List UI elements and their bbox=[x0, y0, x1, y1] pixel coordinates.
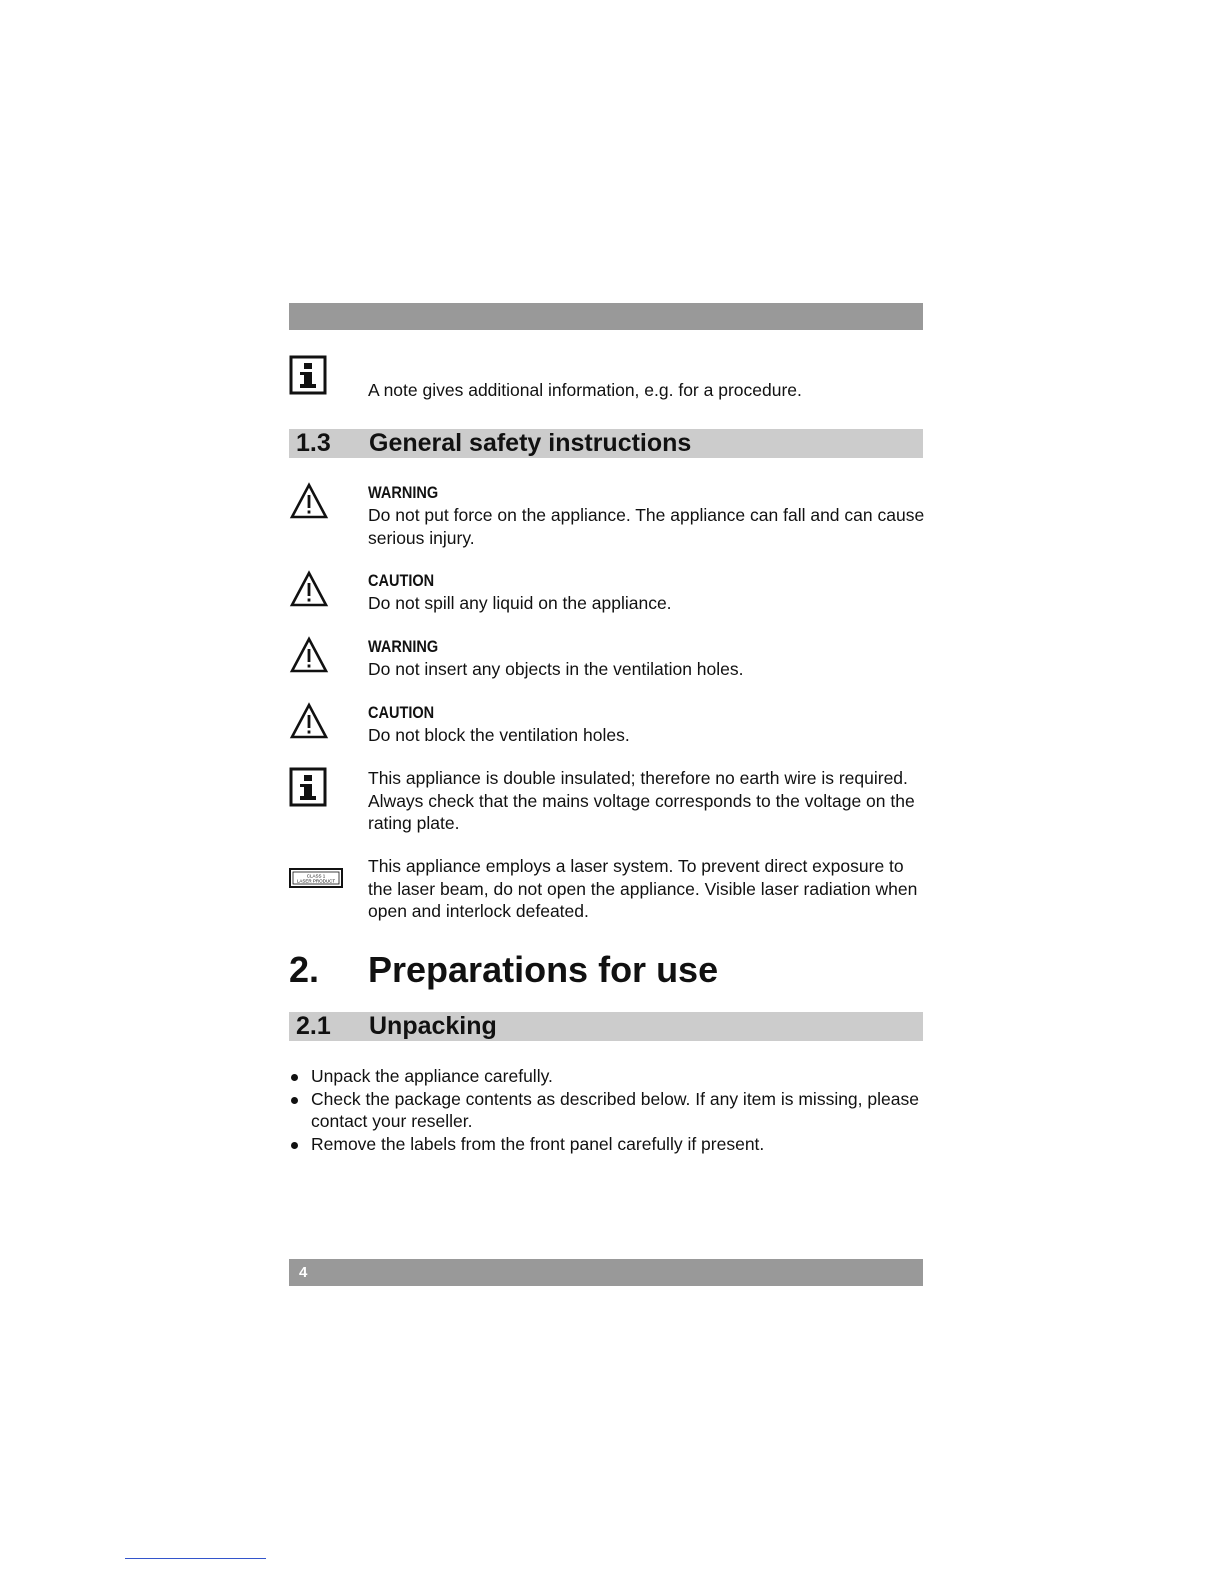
footer-bar bbox=[289, 1259, 923, 1286]
laser-class-badge-icon bbox=[289, 868, 343, 888]
laser-note-text: This appliance employs a laser system. To prevent direct exposure to the laser beam, do not open the appliance. Visible laser radiation when open and interlock defeated. bbox=[368, 856, 918, 921]
section-number: 2.1 bbox=[296, 1012, 331, 1040]
section-heading-1-3 bbox=[289, 429, 923, 458]
badge-line-2: LASER PRODUCT bbox=[296, 878, 336, 884]
warning-icon bbox=[289, 570, 329, 608]
safety-label: WARNING bbox=[368, 484, 439, 502]
section-title: General safety instructions bbox=[369, 429, 692, 457]
section-title: Unpacking bbox=[369, 1012, 497, 1040]
list-item: Check the package contents as described below. If any item is missing, please contact your reseller. bbox=[289, 1088, 923, 1133]
info-icon bbox=[289, 355, 327, 395]
unpacking-steps-list bbox=[289, 1065, 923, 1155]
chapter-number: 2. bbox=[289, 949, 320, 990]
header-bar bbox=[289, 303, 923, 330]
section-number: 1.3 bbox=[296, 429, 331, 457]
warning-icon bbox=[289, 702, 329, 740]
badge-line-1: CLASS 1 bbox=[306, 873, 326, 879]
safety-label: WARNING bbox=[368, 638, 439, 656]
warning-icon bbox=[289, 636, 329, 674]
list-item: Remove the labels from the front panel carefully if present. bbox=[289, 1133, 923, 1156]
page-number: 4 bbox=[299, 1264, 308, 1281]
safety-label: CAUTION bbox=[368, 572, 435, 590]
chapter-title: Preparations for use bbox=[368, 949, 719, 990]
safety-label: CAUTION bbox=[368, 704, 435, 722]
safety-text: Do not put force on the appliance. The appliance can fall and can cause serious injury. bbox=[368, 505, 925, 548]
note-text: A note gives additional information, e.g. for a procedure. bbox=[368, 380, 802, 400]
safety-text: Do not spill any liquid on the appliance. bbox=[368, 593, 672, 613]
warning-icon bbox=[289, 482, 329, 520]
safety-text: Do not insert any objects in the ventilation holes. bbox=[368, 659, 744, 679]
insulation-note-text: This appliance is double insulated; therefore no earth wire is required. Always check that the mains voltage corresponds to the voltage on the rating plate. bbox=[368, 768, 915, 833]
list-item: Unpack the appliance carefully. bbox=[289, 1065, 923, 1088]
section-heading-2-1 bbox=[289, 1012, 923, 1041]
safety-text: Do not block the ventilation holes. bbox=[368, 725, 630, 745]
info-icon bbox=[289, 767, 327, 807]
footer-underline bbox=[125, 1558, 266, 1559]
